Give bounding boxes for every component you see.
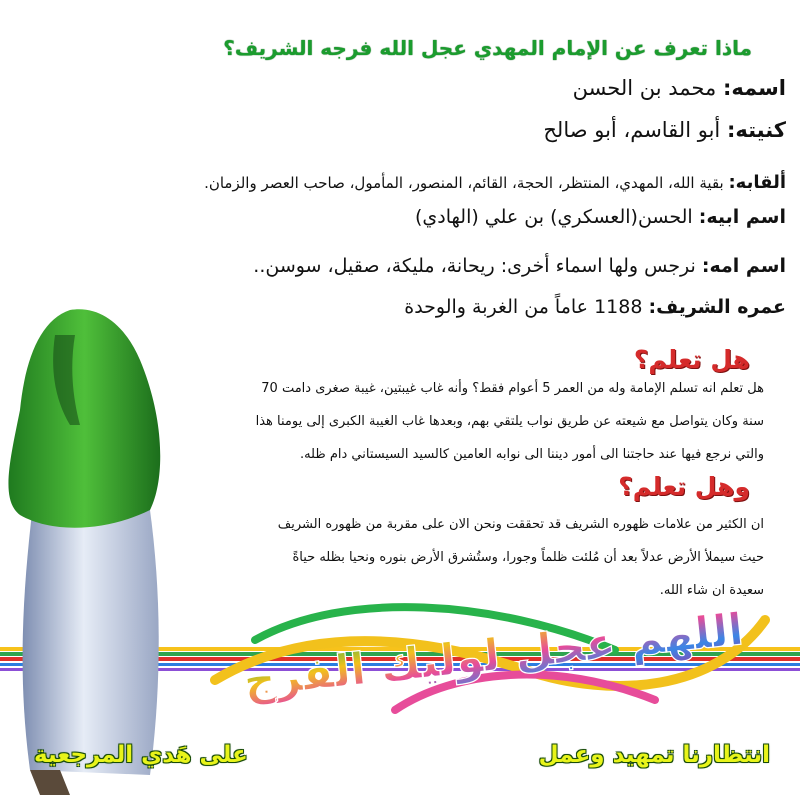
kunya-label: كنيته: [726, 118, 786, 142]
paragraph-line: سعيدة ان شاء الله. [659, 583, 764, 598]
paragraph-line: حيث سيملأ الأرض عدلاً بعد أن مُلئت ظلماً وجورا، وستُشرق الأرض بنوره ونحيا بظله حياةً [292, 550, 764, 565]
kunya-row [96, 118, 786, 142]
paragraph-line: والتي نرجع فيها عند حاجتنا الى أمور ديننا الى نوابه العامين كالسيد السيستاني دام ظله. [299, 447, 764, 462]
did-you-know-paragraph [164, 372, 764, 471]
age-row [96, 296, 786, 318]
page-title: ماذا تعرف عن الإمام المهدي عجل الله فرجه الشريف؟ [223, 36, 752, 60]
paragraph-line: ان الكثير من علامات ظهوره الشريف قد تحققت ونحن الان على مقربة من ظهوره الشريف [277, 517, 764, 532]
father-value: الحسن(العسكري) بن علي (الهادي) [414, 206, 693, 228]
mother-label: اسم امه: [701, 255, 786, 277]
mother-value: نرجس ولها اسماء أخرى: ريحانة، مليكة، صقيل، سوسن.. [253, 255, 696, 277]
age-value: 1188 عاماً من الغربة والوحدة [404, 296, 643, 318]
cloaked-figure-image [0, 300, 175, 795]
did-you-know-heading: هل تعلم؟ [633, 345, 750, 374]
and-did-you-know-paragraph [204, 508, 764, 607]
paragraph-line: سنة وكان يتواصل مع شيعته عن طريق نواب يلتقي بهم، وبعدها غاب الغيبة الكبرى إلى يومنا هذا [255, 414, 764, 429]
age-label: عمره الشريف: [648, 296, 786, 318]
titles-value: بقية الله، المهدي، المنتظر، الحجة، القائم، المنصور، المأمول، صاحب العصر والزمان. [204, 174, 724, 192]
kunya-value: أبو القاسم، أبو صالح [543, 118, 721, 142]
mother-row [6, 255, 786, 277]
name-value: محمد بن الحسن [572, 76, 717, 100]
name-label: اسمه: [722, 76, 786, 100]
titles-row [0, 172, 786, 193]
paragraph-line: هل تعلم انه تسلم الإمامة وله من العمر 5 أعوام فقط؟ وأنه غاب غيبتين، غيبة صغرى دامت 70 [261, 381, 764, 396]
and-did-you-know-heading: وهل تعلم؟ [618, 472, 750, 501]
father-row [96, 206, 786, 228]
footer-right-slogan: انتظارنا تمهيد وعمل [538, 742, 770, 768]
calligraphy-text: اللهم عجل لوليك الفرج [241, 603, 746, 708]
name-row [96, 76, 786, 100]
footer-left-slogan: على هَدي المرجعية [34, 742, 248, 768]
titles-label: ألقابه: [728, 172, 786, 193]
father-label: اسم ابيه: [698, 206, 786, 228]
